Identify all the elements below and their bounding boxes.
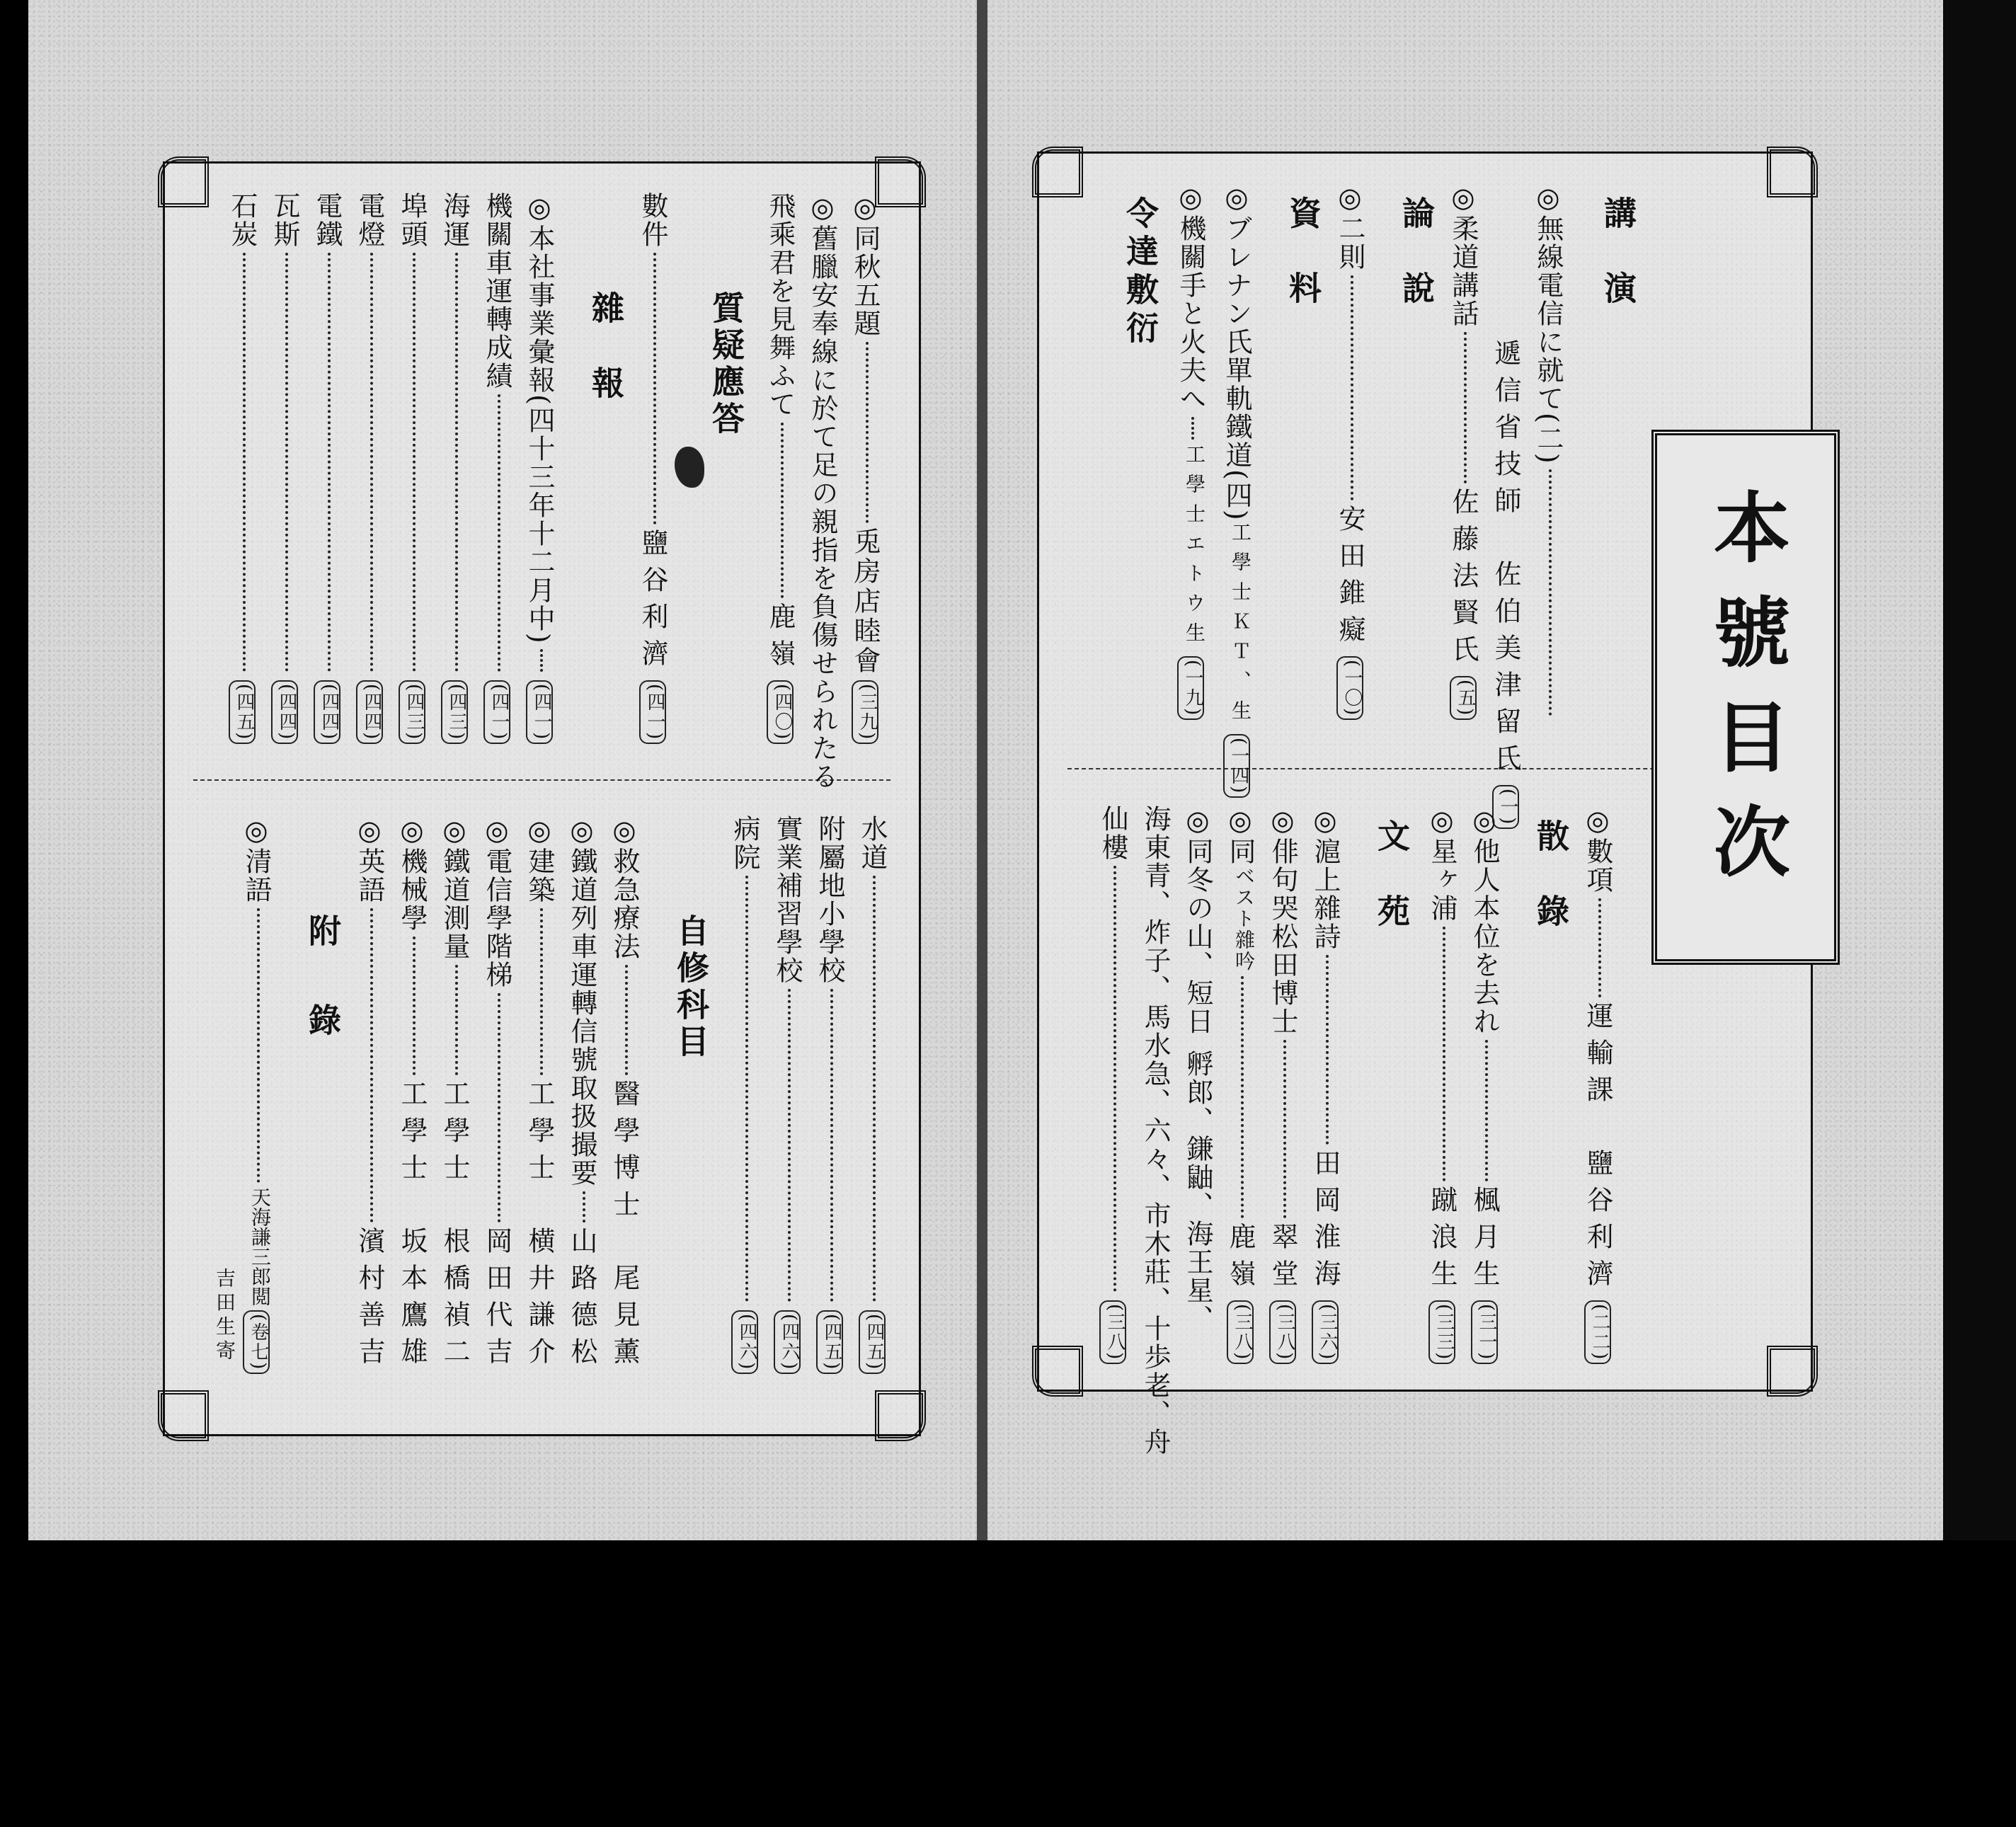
page-number: (三一) — [1471, 1300, 1498, 1364]
leader-dots — [1443, 927, 1445, 1181]
page-number: (卷七) — [243, 1310, 270, 1374]
toc-entry[interactable] — [859, 815, 886, 1374]
leader-dots — [285, 253, 288, 672]
leader-dots — [540, 908, 543, 1075]
entry-subtitle: ベスト雜吟 — [1232, 866, 1256, 972]
issue-title-box — [1651, 430, 1840, 965]
leader-dots — [1283, 1040, 1286, 1218]
toc-entry[interactable] — [1428, 805, 1455, 1364]
section-zappo: 雜報 — [587, 291, 625, 441]
toc-entry[interactable] — [441, 815, 468, 1374]
toc-entry[interactable] — [396, 815, 428, 1374]
section-sanroku: 散錄 — [1532, 819, 1570, 969]
page-number: (四一) — [639, 680, 666, 744]
entry-continuation: 仙樓 — [1097, 805, 1128, 861]
entry-title: ◎同 — [1225, 805, 1256, 866]
toc-entry[interactable] — [611, 815, 638, 1374]
toc-entry[interactable] — [809, 192, 836, 791]
ornament-corner — [1767, 147, 1818, 197]
toc-entry[interactable] — [1184, 805, 1211, 1364]
toc-entry-cont[interactable] — [764, 192, 796, 744]
entry-author: 工學士 坂本鷹雄 — [396, 1079, 428, 1374]
entry-author: 安田錐癡 — [1334, 504, 1365, 652]
page-number: (四六) — [774, 1310, 801, 1374]
leader-dots — [1549, 469, 1552, 716]
toc-entry-cont — [1099, 805, 1126, 1364]
entry-author: 工學士 根橋禎二 — [439, 1079, 470, 1374]
page-number: (四五) — [229, 680, 256, 744]
leader-dots — [745, 876, 748, 1302]
entry-author: 孵郎、鎌鼬、海王星、 — [1182, 1050, 1213, 1333]
entry-title: ◎俳句 — [1267, 805, 1298, 894]
entry-continuation: 海東青、炸子、馬水急、六々、市木莊、十歩老、舟 — [1140, 805, 1171, 1456]
page-number: (五) — [1450, 676, 1477, 720]
toc-entry[interactable] — [229, 192, 256, 744]
entry-title: ◎本社事業彙報(四十三年十二月中) — [524, 192, 555, 645]
page-number: (四〇) — [767, 680, 794, 744]
leader-dots — [583, 1191, 585, 1222]
toc-entry[interactable] — [1227, 805, 1254, 1364]
entry-continuation: 飛乘君を見舞ふて — [764, 192, 796, 418]
toc-entry[interactable] — [1535, 182, 1562, 720]
page-number: (三六) — [1312, 1300, 1339, 1364]
entry-author: 山路德松 — [566, 1227, 597, 1374]
leader-dots — [370, 908, 373, 1222]
toc-entry[interactable] — [1312, 805, 1339, 1364]
divider — [193, 779, 890, 781]
right-toc-frame — [1037, 151, 1813, 1456]
entry-author: 翠堂 — [1267, 1222, 1298, 1296]
leader-dots — [653, 253, 656, 525]
entry-title: ◎鐵道測量 — [439, 815, 470, 961]
page-number: (四四) — [356, 680, 383, 744]
toc-entry[interactable] — [568, 815, 595, 1374]
entry-title: ◎星ヶ浦 — [1426, 805, 1457, 922]
section-koen: 講演 — [1599, 196, 1637, 346]
leader-dots — [498, 993, 500, 1222]
page-number: (一四) — [1223, 734, 1250, 798]
entry-author: 兎房店睦會 — [849, 527, 881, 676]
leader-dots — [413, 937, 416, 1075]
leader-dots — [1326, 955, 1329, 1145]
toc-entry[interactable] — [1584, 805, 1611, 1364]
entry-title: ◎機械學 — [396, 815, 428, 932]
entry-title: ◎建築 — [524, 815, 555, 904]
entry-author: 運輸課 鹽谷利濟 — [1582, 1001, 1613, 1296]
leader-dots — [625, 965, 628, 1075]
entry-title: ◎同 — [849, 192, 881, 253]
ornament-corner — [158, 1390, 209, 1441]
leader-dots — [1598, 898, 1601, 997]
entry-subtitle: 哭松田博士 — [1267, 894, 1298, 1036]
entry-author: 楓月生 — [1469, 1185, 1500, 1296]
entry-title: 水道 — [857, 815, 888, 871]
entry-title: 附屬地小學校 — [814, 815, 845, 985]
leader-dots — [781, 423, 784, 598]
section-ronsetsu: 論說 — [1397, 196, 1436, 346]
entry-author: 鹿嶺 — [1225, 1222, 1256, 1296]
entry-subtitle: 秋五題 — [849, 253, 881, 338]
entry-author: 岡田代吉 — [481, 1227, 512, 1374]
entry-author: 遞信省技師 佐伯美津留氏 — [1490, 339, 1521, 781]
page-title: 本號目次 — [1700, 488, 1790, 907]
entry-author: 田岡淮海 — [1310, 1148, 1341, 1296]
toc-entry[interactable] — [441, 192, 468, 744]
page-number: (三八) — [1099, 1300, 1126, 1364]
page-number: (三三) — [1428, 1300, 1455, 1364]
leader-dots — [1351, 275, 1353, 500]
section-jishu: 自修科目 — [672, 914, 710, 1061]
toc-entry[interactable] — [526, 192, 553, 744]
leader-dots — [1464, 332, 1467, 483]
entry-author: 工學士 横井謙介 — [524, 1079, 555, 1374]
entry-title: 電鐵 — [311, 192, 343, 248]
leader-dots — [540, 649, 543, 672]
page-number: (四三) — [399, 680, 425, 744]
leader-dots — [830, 989, 833, 1302]
toc-entry[interactable] — [311, 192, 343, 744]
toc-entry[interactable] — [849, 192, 881, 744]
leader-dots — [413, 253, 416, 672]
page-number: (一九) — [1177, 656, 1204, 720]
toc-entry[interactable] — [483, 815, 510, 1374]
toc-entry[interactable] — [271, 192, 298, 744]
entry-title: ◎舊臘安奉線に於て足の親指を負傷せられたる — [807, 192, 838, 791]
entry-author: 工學士エトウ生 — [1183, 443, 1206, 652]
toc-entry[interactable] — [1336, 182, 1363, 720]
entry-title: ◎鐵道列車運轉信號取扱撮要 — [566, 815, 597, 1187]
section-bunen: 文苑 — [1373, 819, 1411, 969]
entry-title: ◎他人本位を去れ — [1469, 805, 1500, 1036]
leader-dots — [866, 342, 869, 523]
entry-author: 醫學博士 尾見薰 — [609, 1079, 640, 1374]
entry-author: 濱村善吉 — [354, 1227, 385, 1374]
toc-entry-cont — [1140, 805, 1171, 1456]
page-number: (四五) — [816, 1310, 843, 1374]
ornament-corner — [1032, 147, 1083, 197]
section-situgi: 質疑應答 — [707, 291, 745, 438]
toc-entry[interactable] — [1471, 805, 1498, 1364]
leader-dots — [873, 876, 876, 1302]
ornament-corner — [875, 1390, 926, 1441]
page-number: (四一) — [483, 680, 510, 744]
toc-entry[interactable] — [816, 815, 843, 1374]
entry-title: ◎柔道講話 — [1448, 182, 1479, 328]
entry-title: ◎同 — [1182, 805, 1213, 866]
entry-title: ◎二則 — [1334, 182, 1365, 271]
entry-title: ◎無線電信に就て(二) — [1533, 182, 1564, 465]
page-number: (四四) — [314, 680, 340, 744]
page-number: (三八) — [1227, 1300, 1254, 1364]
toc-entry[interactable] — [774, 815, 801, 1374]
toc-entry[interactable] — [356, 815, 383, 1374]
toc-entry-cont — [214, 1268, 234, 1827]
book-spine — [977, 0, 987, 1540]
entry-title: 海運 — [439, 192, 470, 248]
entry-author: 鹽谷利濟 — [637, 528, 668, 676]
toc-entry[interactable] — [731, 815, 758, 1374]
toc-entry[interactable] — [639, 192, 666, 744]
entry-title: 埠頭 — [396, 192, 428, 248]
entry-author: 佐藤法賢氏 — [1448, 487, 1479, 672]
ornament-corner — [875, 156, 926, 207]
entry-author: 鹿嶺 — [764, 602, 796, 676]
ornament-corner — [158, 156, 209, 207]
ornament-corner — [1032, 1346, 1083, 1397]
entry-subtitle: 冬の山、短日 — [1182, 866, 1213, 1036]
page-number: (三九) — [852, 680, 878, 744]
leader-dots — [788, 989, 791, 1302]
leader-dots — [1485, 1040, 1488, 1181]
entry-author: 工學士ＫＴ、生 — [1229, 521, 1252, 730]
entry-title: ◎ブレナン氏單軌鐵道(四) — [1221, 182, 1252, 522]
page-number: (四五) — [859, 1310, 886, 1374]
entry-title: ◎滬上雜詩 — [1310, 805, 1341, 951]
page-number: (一) — [1492, 785, 1519, 829]
toc-entry[interactable] — [243, 815, 270, 1374]
page-number: (一〇) — [1336, 656, 1363, 720]
entry-title: ◎清語 — [241, 815, 272, 904]
page-number: (三八) — [1269, 1300, 1296, 1364]
leader-dots — [328, 253, 331, 672]
page-number: (四三) — [441, 680, 468, 744]
entry-title: 實業補習學校 — [772, 815, 803, 985]
entry-title: ◎機關手と火夫へ — [1175, 182, 1206, 413]
entry-author: 天海謙三郎閲 — [248, 1186, 272, 1306]
toc-entry[interactable] — [526, 815, 553, 1374]
ornament-corner — [1767, 1346, 1818, 1397]
toc-entry[interactable] — [356, 192, 383, 744]
leader-dots — [257, 908, 260, 1183]
section-shiryo: 資料 — [1284, 196, 1322, 346]
entry-title: ◎電信學階梯 — [481, 815, 512, 989]
entry-title: ◎英語 — [354, 815, 385, 904]
page-number: (四四) — [271, 680, 298, 744]
entry-title: ◎救急療法 — [609, 815, 640, 961]
page-edge — [1943, 0, 2016, 1540]
toc-entry[interactable] — [396, 192, 428, 744]
section-reitatsu: 令達敷衍 — [1121, 196, 1159, 349]
toc-entry[interactable] — [1450, 182, 1477, 720]
toc-entry[interactable] — [1177, 182, 1204, 720]
toc-entry[interactable] — [1490, 331, 1521, 826]
entry-title: 病院 — [729, 815, 760, 871]
leader-dots — [1191, 417, 1194, 440]
toc-entry[interactable] — [483, 192, 510, 744]
entry-author: 蹴浪生 — [1426, 1185, 1457, 1296]
page-number: (四一) — [526, 680, 553, 744]
leader-dots — [243, 253, 246, 672]
entry-author: 吉田生寄 — [213, 1268, 236, 1364]
leader-dots — [1113, 866, 1116, 1292]
entry-title: 機關車運轉成績 — [481, 192, 512, 390]
left-toc-frame — [163, 161, 921, 1436]
leader-dots — [1241, 976, 1244, 1218]
entry-title: 數件 — [637, 192, 668, 248]
ink-stain — [675, 447, 704, 488]
leader-dots — [370, 253, 373, 672]
entry-title: 瓦斯 — [269, 192, 300, 248]
toc-entry[interactable] — [1269, 805, 1296, 1364]
section-furoku: 附錄 — [304, 914, 342, 1092]
page-number: (四六) — [731, 1310, 758, 1374]
toc-entry[interactable] — [1221, 182, 1252, 794]
page-number: (二二) — [1584, 1300, 1611, 1364]
leader-dots — [498, 394, 500, 672]
leader-dots — [455, 965, 458, 1075]
entry-title: 石炭 — [227, 192, 258, 248]
leader-dots — [455, 253, 458, 672]
entry-title: ◎數項 — [1582, 805, 1613, 894]
entry-title: 電燈 — [354, 192, 385, 248]
